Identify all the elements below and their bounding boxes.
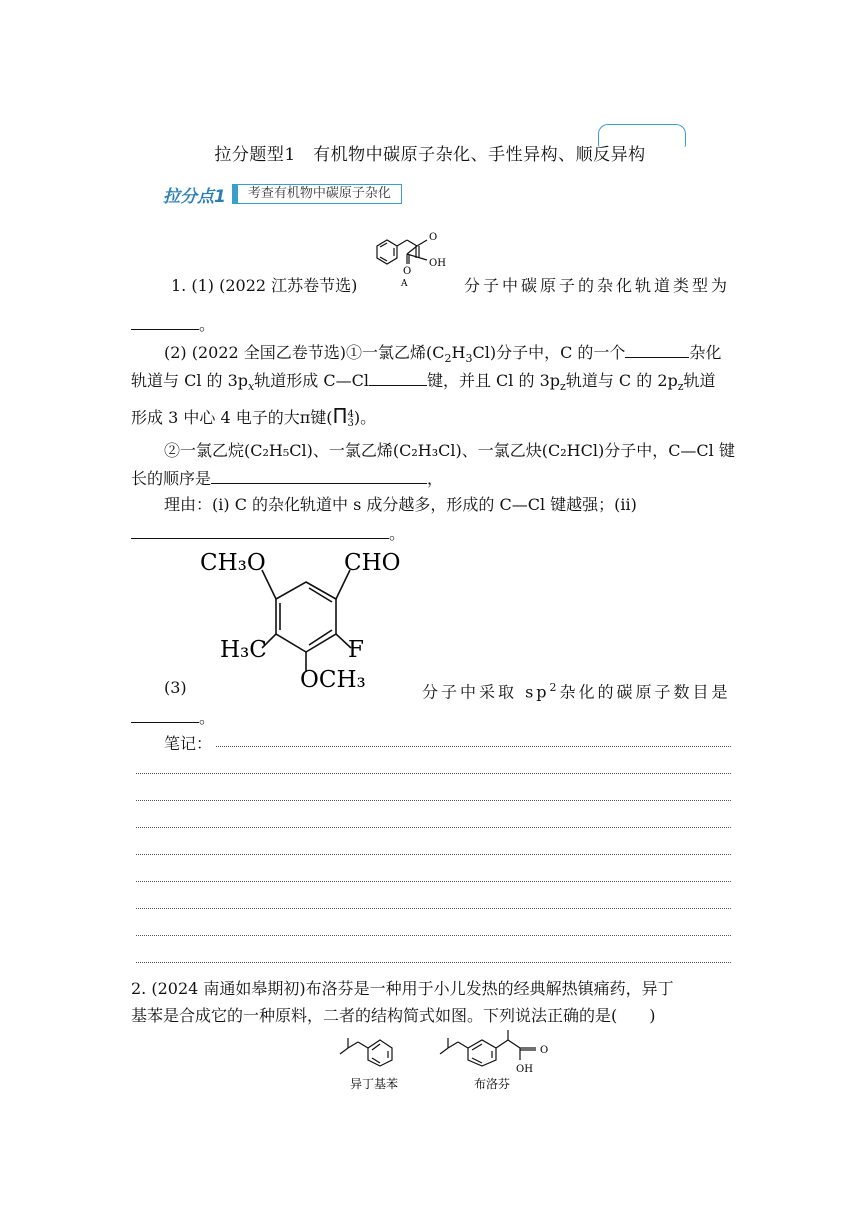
q1-part2-line2: 轨道与 Cl 的 $3p_x$轨道形成 C—Cl 键，并且 Cl 的 $3p_z$轨道与 C 的 $2p_z$轨道 — [131, 371, 716, 394]
mol3-h3c: H₃C — [220, 637, 267, 663]
q1-part3-answer: 。 — [131, 707, 731, 728]
mol3-och3: OCH₃ — [300, 667, 366, 693]
q1-part2b-line1: ②一氯乙烷(C₂H₅Cl)、一氯乙烯(C₂H₃Cl)、一氯乙炔(C₂HCl)分子中，C—Cl 键 — [164, 441, 735, 460]
answer-blank[interactable] — [211, 468, 427, 484]
notes-line[interactable] — [136, 908, 731, 909]
q2-structures-diagram — [336, 1030, 576, 1094]
q2-line2: 基苯是合成它的一种原料，二者的结构简式如图。下列说法正确的是( ) — [131, 1006, 656, 1025]
q1-reason-line: 理由：(i) C 的杂化轨道中 s 成分越多，形成的 C—Cl 键越强；(ii) — [164, 495, 637, 514]
notes-line[interactable] — [136, 854, 731, 855]
q2-line1: 2. (2024 南通如皋期初)布洛芬是一种用于小儿发热的经典解热镇痛药，异丁 — [131, 979, 674, 998]
struct-a-label: A — [401, 279, 408, 289]
q1-part1-answer: 。 — [131, 314, 731, 335]
notes-line[interactable] — [136, 827, 731, 828]
caption-isobutylbenzene: 异丁基苯 — [350, 1077, 399, 1091]
notes-line[interactable] — [136, 935, 731, 936]
q1-part2-line3: 形成 3 中心 4 电子的大π键(Π 4 3 )。 — [131, 404, 377, 429]
answer-blank[interactable] — [131, 707, 199, 723]
notes-line[interactable] — [136, 773, 731, 774]
caption-ibuprofen: 布洛芬 — [474, 1077, 511, 1091]
ibuprofen-oh: OH — [516, 1064, 533, 1075]
answer-blank[interactable] — [369, 370, 427, 386]
answer-blank[interactable] — [625, 342, 689, 358]
struct-a-o2: O — [403, 266, 412, 277]
q1-part2b-line2: 长的顺序是 ， — [131, 469, 444, 488]
q1-reason-answer: 。 — [131, 523, 731, 544]
q1-part1-prefix: 1. (1) (2022 江苏卷节选) — [171, 276, 358, 295]
badge-label: 拉分点1 — [163, 186, 226, 207]
mol3-f: F — [348, 637, 364, 663]
mol3-cho: CHO — [344, 550, 401, 576]
section-badge — [163, 183, 402, 205]
answer-blank[interactable] — [131, 523, 389, 539]
badge-text: 考查有机物中碳原子杂化 — [232, 184, 402, 204]
notes-line[interactable] — [136, 800, 731, 801]
mol3-ch3o: CH₃O — [200, 550, 266, 576]
structure-a-diagram — [365, 226, 465, 290]
struct-a-o: O — [429, 232, 438, 243]
q1-part1-suffix: 分子中碳原子的杂化轨道类型为 — [464, 276, 731, 295]
molecule-3-diagram — [196, 542, 416, 694]
notes-line[interactable] — [216, 746, 731, 747]
answer-blank[interactable] — [131, 314, 199, 330]
struct-a-oh: OH — [429, 258, 446, 269]
notes-line[interactable] — [136, 881, 731, 882]
q1-part2-line1: (2) (2022 全国乙卷节选)①一氯乙烯$(C_2H_3Cl)$分子中，C 的一个 杂化 — [164, 343, 722, 366]
notes-line[interactable] — [136, 962, 731, 963]
ibuprofen-o: O — [540, 1045, 549, 1056]
page-title: 拉分题型1 有机物中碳原子杂化、手性异构、顺反异构 — [214, 145, 646, 165]
notes-label: 笔记： — [164, 734, 213, 753]
pi-symbol: Π — [332, 404, 348, 428]
